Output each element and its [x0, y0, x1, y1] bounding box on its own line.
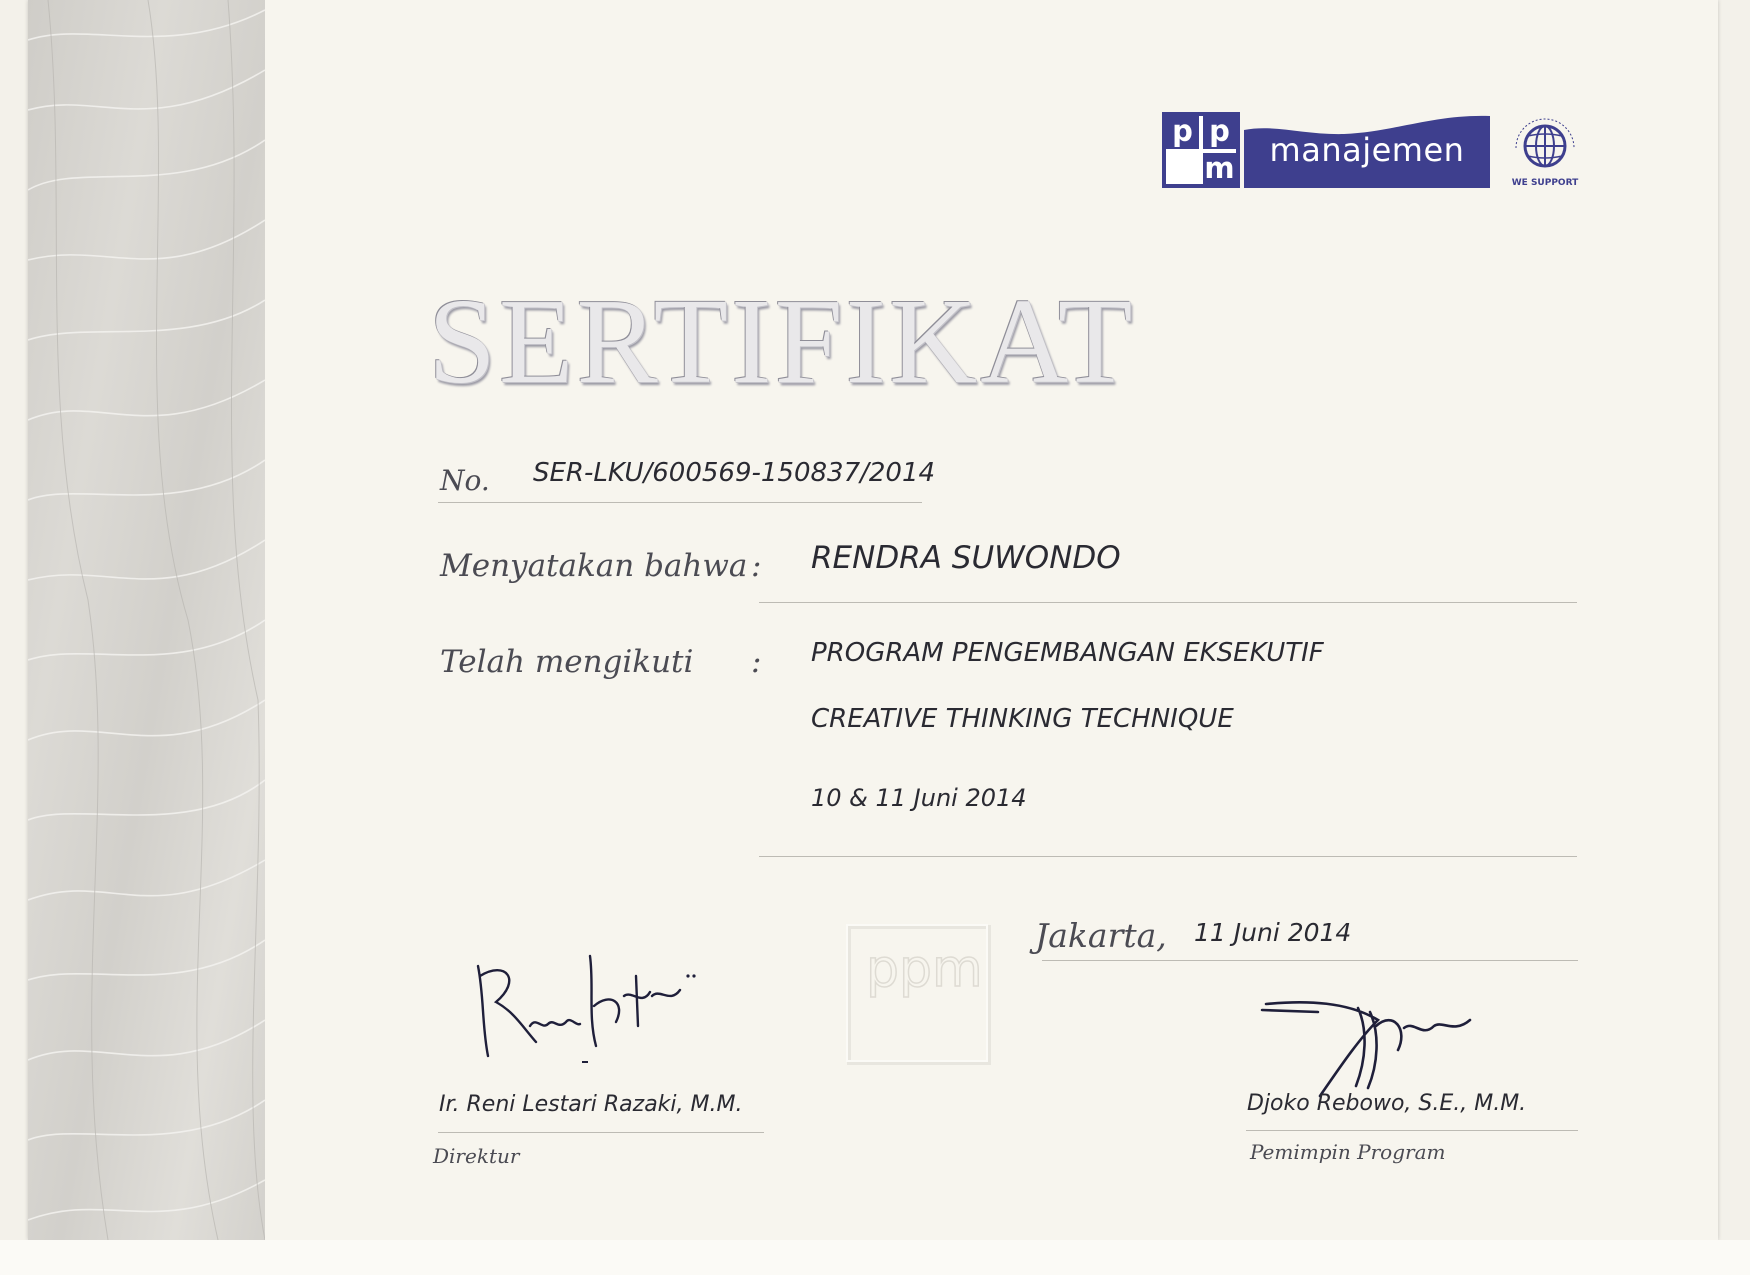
program-dates: 10 & 11 Juni 2014: [811, 784, 1027, 812]
declares-label: Menyatakan bahwa: [440, 548, 748, 584]
scan-margin: [0, 1240, 1750, 1275]
left-signatory-name: Ir. Reni Lestari Razaki, M.M.: [439, 1092, 743, 1117]
place-label: Jakarta,: [1035, 916, 1167, 955]
ppm-logo-mark: [1162, 112, 1240, 188]
logo-cell-p2: p: [1203, 116, 1236, 149]
right-signatory-name: Djoko Rebowo, S.E., M.M.: [1247, 1091, 1527, 1116]
recipient-name: RENDRA SUWONDO: [811, 540, 1121, 576]
recipient-rule: [759, 602, 1577, 603]
certificate-paper: [28, 0, 1718, 1240]
left-signatory-rule: [438, 1132, 764, 1133]
right-signatory-rule: [1246, 1130, 1578, 1131]
logo-cell-m: m: [1204, 151, 1235, 185]
signature-reni: [466, 946, 706, 1076]
logo-cell-p1: p: [1166, 116, 1199, 149]
issue-date: 11 Juni 2014: [1194, 918, 1352, 947]
globe-icon: [1506, 108, 1584, 178]
program-line-1: PROGRAM PENGEMBANGAN EKSEKUTIF: [811, 638, 1324, 668]
attended-label: Telah mengikuti: [440, 644, 694, 680]
attended-colon: :: [751, 644, 762, 680]
left-signatory-role: Direktur: [433, 1144, 520, 1168]
global-compact-text: WE SUPPORT: [1511, 178, 1579, 188]
ppm-logo: [1162, 112, 1610, 192]
logo-brand-text: manajemen: [1269, 131, 1465, 169]
program-line-2: CREATIVE THINKING TECHNIQUE: [811, 704, 1234, 734]
program-rule: [759, 856, 1577, 857]
declares-colon: :: [751, 548, 762, 584]
decorative-band: [28, 0, 265, 1240]
emboss-text: ppm: [866, 939, 983, 999]
texture-pattern: [28, 0, 265, 1240]
number-label: No.: [440, 464, 490, 497]
logo-brand-bar: [1244, 112, 1490, 188]
number-rule: [438, 502, 922, 503]
certificate-title: SERTIFIKAT: [428, 274, 1136, 409]
logo-wave: [1244, 110, 1490, 136]
embossed-ppm-seal: [846, 924, 992, 1066]
certificate-number: SER-LKU/600569-150837/2014: [533, 458, 936, 488]
date-rule: [1042, 960, 1578, 961]
right-signatory-role: Pemimpin Program: [1250, 1140, 1446, 1164]
global-compact-badge: [1506, 108, 1584, 194]
